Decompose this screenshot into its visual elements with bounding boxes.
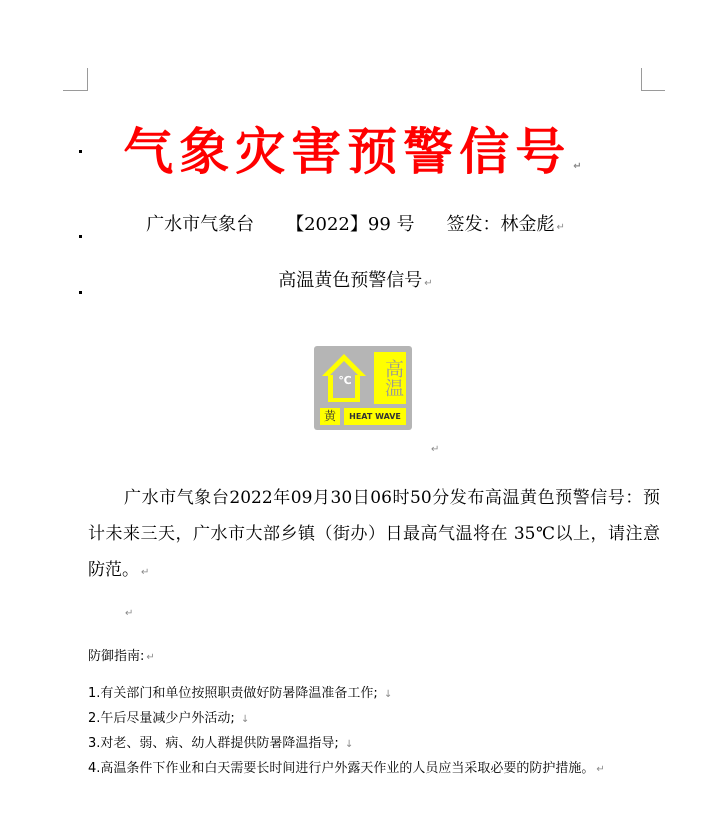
signer: 签发：林金彪	[446, 214, 555, 235]
signal-side-text: 高温	[374, 352, 406, 404]
signal-level-label: 黄	[320, 408, 340, 425]
warning-body: 广水市气象台2022年09月30日06时50分发布高温黄色预警信号：预计未来三天，广水市大部乡镇（街办）日最高气温将在 35℃以上，请注意防范。 ↵	[88, 488, 660, 580]
paragraph-mark: ↵	[556, 222, 565, 233]
issue-number: 【2022】99 号	[286, 214, 415, 235]
signal-type-label: HEAT WAVE	[344, 408, 406, 425]
paragraph-mark: ↵	[431, 444, 440, 455]
list-item: 4.高温条件下作业和白天需要长时间进行户外露天作业的人员应当采取必要的防护措施。 ↵	[88, 761, 605, 776]
issuer-org: 广水市气象台	[146, 214, 255, 235]
list-item: 3.对老、弱、病、幼人群提供防暑降温指导; ↓	[88, 736, 354, 751]
list-item: 2.午后尽量减少户外活动; ↓	[88, 711, 250, 726]
paragraph-mark: ↵	[146, 652, 155, 663]
paragraph-mark: ↵	[596, 764, 605, 775]
heat-wave-signal-icon	[314, 346, 412, 430]
line-break-mark: ↓	[383, 689, 393, 700]
list-item: 1.有关部门和单位按照职责做好防暑降温准备工作; ↓	[88, 686, 393, 701]
paragraph-mark: ↵	[424, 278, 433, 289]
paragraph-mark: ↵	[125, 608, 134, 619]
line-break-mark: ↓	[344, 739, 354, 750]
guide-list	[88, 682, 668, 782]
guide-title: 防御指南: ↵	[88, 649, 155, 664]
paragraph-mark: ↵	[573, 161, 588, 172]
warning-subtitle: 高温黄色预警信号 ↵	[278, 270, 433, 291]
line-break-mark: ↓	[240, 714, 250, 725]
paragraph-mark: ↵	[141, 567, 150, 578]
issuer-line	[0, 210, 711, 236]
document-title: 气象灾害预警信号 ↵	[123, 122, 588, 181]
thermometer-unit: ℃	[338, 374, 352, 387]
